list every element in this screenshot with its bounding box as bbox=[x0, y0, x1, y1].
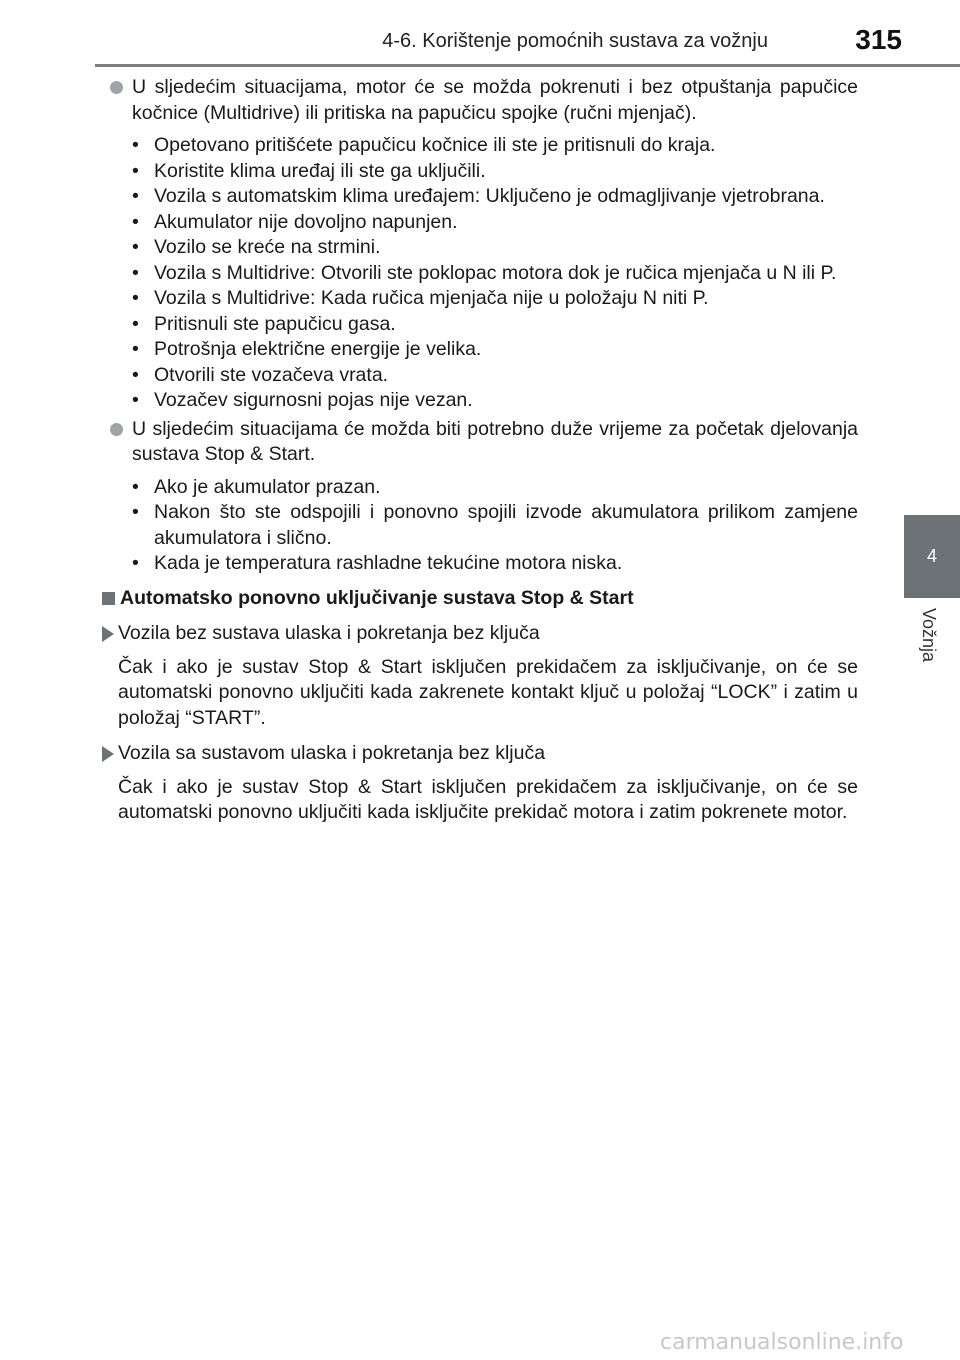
list-item: • Vozačev sigurnosni pojas nije vezan. bbox=[154, 388, 858, 414]
page-number: 315 bbox=[855, 24, 902, 55]
square-icon bbox=[102, 592, 115, 605]
bullet-paragraph bbox=[102, 417, 858, 468]
chapter-tab bbox=[904, 515, 960, 598]
subsection-title bbox=[102, 621, 858, 647]
subsection-title-text: Vozila bez sustava ulaska i pokretanja bez ključa bbox=[118, 622, 540, 644]
chapter-label: Vožnja bbox=[919, 608, 939, 663]
list-item: • Nakon što ste odspojili i ponovno spojili izvode akumulatora prilikom zamjene akumulatora i slično. bbox=[154, 500, 858, 551]
bullet-list bbox=[102, 133, 858, 414]
list-item: • Vozilo se kreće na strmini. bbox=[154, 235, 858, 261]
bullet-text: U sljedećim situacijama, motor će se možda pokrenuti i bez otpuštanja papučice kočnice (Multidrive) ili pritiska na papučicu spojke (ručni mjenjač). bbox=[132, 76, 858, 124]
list-item: • Vozila s automatskim klima uređajem: Uključeno je odmagljivanje vjetrobrana. bbox=[154, 184, 858, 210]
list-item: • Opetovano pritišćete papučicu kočnice ili ste je pritisnuli do kraja. bbox=[154, 133, 858, 159]
watermark: carmanualsonline.info bbox=[660, 1330, 904, 1355]
bullet-dot-icon bbox=[110, 81, 123, 94]
subsection-title bbox=[102, 741, 858, 767]
bullet-text: U sljedećim situacijama će možda biti potrebno duže vrijeme za početak djelovanja sustava Stop & Start. bbox=[132, 417, 858, 465]
page-header bbox=[0, 0, 960, 64]
header-title: 4-6. Korištenje pomoćnih sustava za vožnju bbox=[382, 30, 768, 52]
page-content bbox=[102, 75, 858, 826]
list-item: • Vozila s Multidrive: Kada ručica mjenjača nije u položaju N niti P. bbox=[154, 286, 858, 312]
list-item: • Akumulator nije dovoljno napunjen. bbox=[154, 210, 858, 236]
chapter-number: 4 bbox=[926, 546, 937, 566]
list-item: • Otvorili ste vozačeva vrata. bbox=[154, 363, 858, 389]
section-heading-text: Automatsko ponovno uključivanje sustava Stop & Start bbox=[120, 586, 634, 609]
subsection-title-text: Vozila sa sustavom ulaska i pokretanja bez ključa bbox=[118, 742, 546, 764]
bullet-list bbox=[102, 475, 858, 577]
bullet-paragraph bbox=[102, 75, 858, 126]
section-heading bbox=[102, 586, 858, 612]
subsection-text: Čak i ako je sustav Stop & Start isključen prekidačem za isključivanje, on će se automatski ponovno uključiti kada isključite prekidač motora i zatim pokrenete motor. bbox=[118, 775, 858, 823]
header-rule bbox=[95, 64, 960, 67]
list-item: • Ako je akumulator prazan. bbox=[154, 475, 858, 501]
list-item: • Potrošnja električne energije je velika. bbox=[154, 337, 858, 363]
list-item: • Pritisnuli ste papučicu gasa. bbox=[154, 312, 858, 338]
triangle-right-icon bbox=[102, 626, 114, 642]
subsection-text: Čak i ako je sustav Stop & Start isključen prekidačem za isključivanje, on će se automatski ponovno uključiti kada zakrenete kontakt ključ u položaj “LOCK” i zatim u položaj “START”. bbox=[118, 655, 858, 729]
list-item: • Vozila s Multidrive: Otvorili ste poklopac motora dok je ručica mjenjača u N ili P. bbox=[154, 261, 858, 287]
list-item: • Koristite klima uređaj ili ste ga uključili. bbox=[154, 159, 858, 185]
list-item: • Kada je temperatura rashladne tekućine motora niska. bbox=[154, 551, 858, 577]
bullet-dot-icon bbox=[110, 423, 123, 436]
triangle-right-icon bbox=[102, 746, 114, 762]
